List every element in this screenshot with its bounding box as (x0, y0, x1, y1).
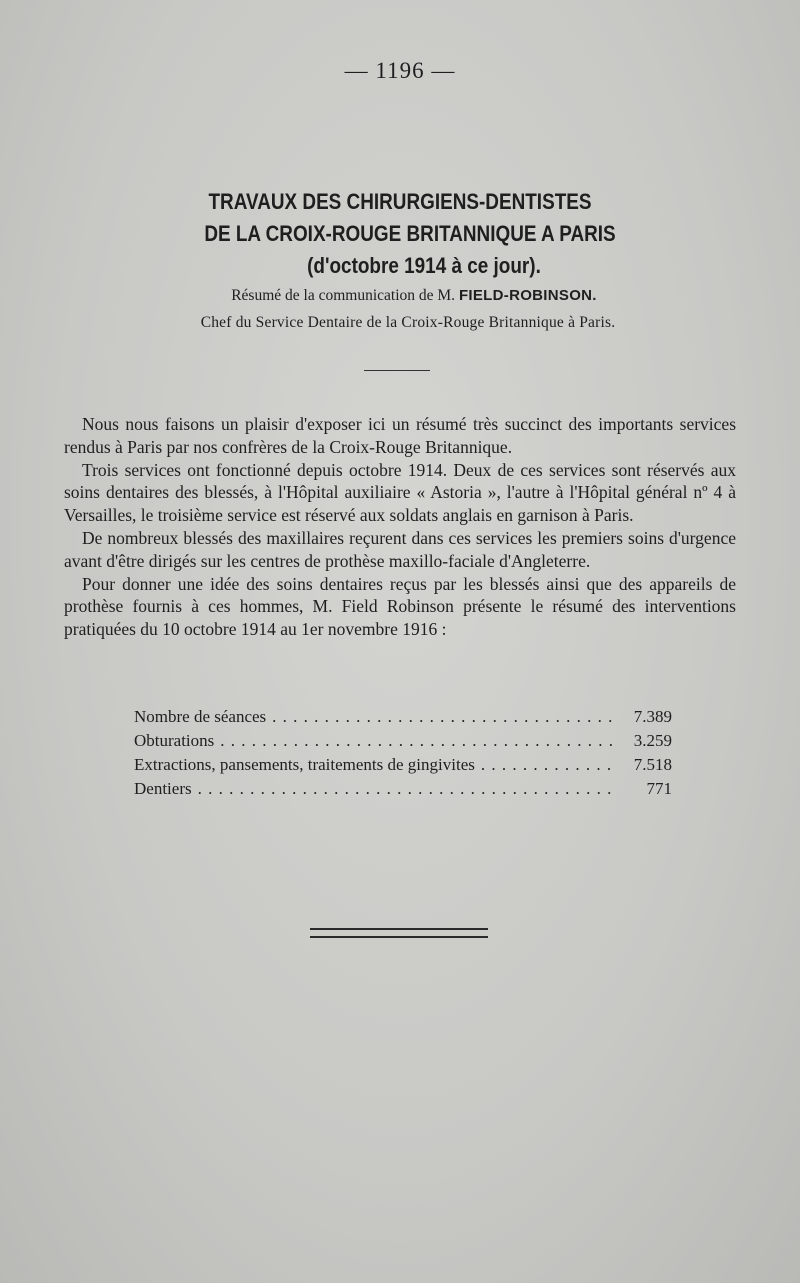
statistic-label: Obturations (134, 731, 215, 750)
statistic-value: 7.389 (633, 707, 672, 726)
statistics-table (134, 705, 672, 801)
title-line-2: DE LA CROIX-ROUGE BRITANNIQUE A PARIS (204, 221, 616, 246)
dot-leader (272, 705, 618, 729)
author-role: Chef du Service Dentaire de la Croix-Rouge Britannique à Paris. (200, 314, 616, 331)
title-line-1: TRAVAUX DES CHIRURGIENS-DENTISTES (208, 189, 592, 214)
statistics-row (134, 753, 672, 777)
summary-attribution (14, 287, 800, 305)
paragraph: De nombreux blessés des maxillaires reçurent dans ces services les premiers soins d'urgence avant d'être dirigés sur les centres de prothèse maxillo-faciale d'Angleterre. (64, 527, 736, 571)
statistic-label: Dentiers (134, 779, 192, 798)
statistics-row (134, 729, 672, 753)
paragraph: Trois services ont fonctionné depuis octobre 1914. Deux de ces services sont réservés aux soins dentaires des blessés, à l'Hôpital auxiliaire « Astoria », l'autre à l'Hôpital général nº 4 à Versailles, le troisième service est réservé aux soldats anglais en garnison à Paris. (64, 459, 736, 526)
statistic-value: 3.259 (633, 731, 672, 750)
statistic-value: 7.518 (633, 755, 672, 774)
statistic-value: 771 (646, 779, 672, 798)
statistic-label: Extractions, pansements, traitements de gingivites (134, 755, 475, 774)
dot-leader (198, 777, 618, 801)
statistic-label: Nombre de séances (134, 707, 267, 726)
statistics-row (134, 705, 672, 729)
dot-leader (481, 753, 618, 777)
summary-prefix: Résumé de la communication de M. (231, 287, 456, 304)
end-double-rule (310, 928, 488, 938)
paragraph: Nous nous faisons un plaisir d'exposer ici un résumé très succinct des importants services rendus à Paris par nos confrères de la Croix-Rouge Britannique. (64, 414, 736, 457)
statistics-row (134, 777, 672, 801)
article-title (0, 186, 800, 282)
article-body (64, 413, 736, 641)
author-name: FIELD-ROBINSON. (458, 287, 597, 304)
title-line-3: (d'octobre 1914 à ce jour). (307, 253, 541, 278)
paragraph: Pour donner une idée des soins dentaires reçus par les blessés ainsi que des appareils de prothèse fournis à ces hommes, M. Field Robinson présente le résumé des interventions pratiquées du 10 octobre 1914 au 1er novembre 1916 : (64, 573, 736, 640)
page-number: — 1196 — (344, 58, 456, 83)
separator-rule (364, 370, 430, 371)
dot-leader (220, 729, 618, 753)
